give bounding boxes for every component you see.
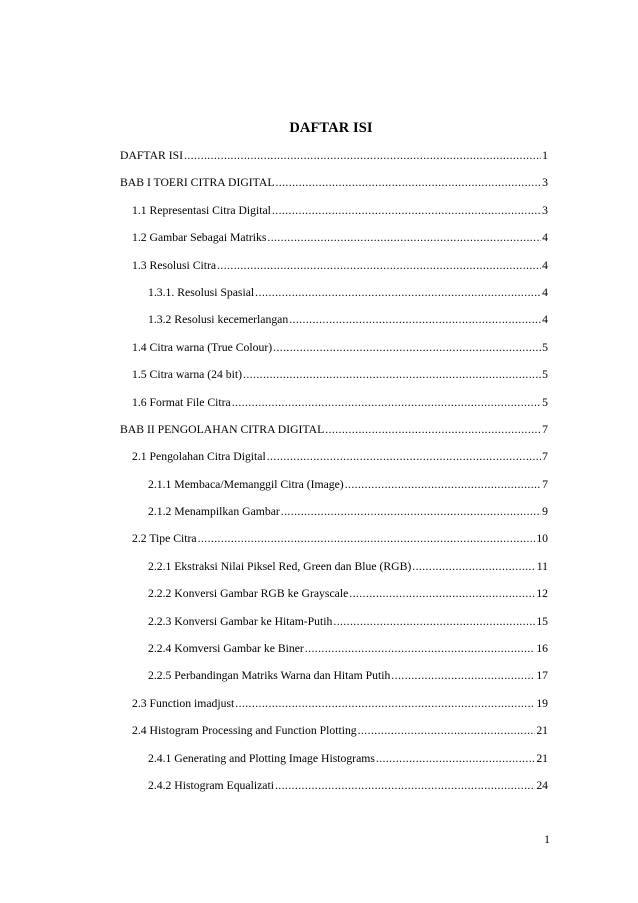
toc-entry-page: 4	[542, 231, 548, 245]
toc-entry[interactable]	[120, 690, 548, 717]
toc-entry-label: 2.2.4 Komversi Gambar ke Biner	[148, 642, 304, 656]
toc-entry-label: 2.2.1 Ekstraksi Nilai Piksel Red, Green dan Blue (RGB)	[148, 559, 412, 573]
toc-dot-leader	[275, 169, 541, 196]
toc-entry[interactable]	[120, 745, 548, 772]
toc-entry[interactable]	[120, 306, 548, 333]
toc-entry-page: 12	[536, 587, 548, 601]
toc-dot-leader	[255, 279, 541, 306]
toc-entry-page: 16	[536, 642, 548, 656]
toc-entry[interactable]	[120, 334, 548, 361]
toc-entry-label: 2.2.3 Konversi Gambar ke Hitam-Putih	[148, 614, 333, 628]
toc-dot-leader	[267, 224, 541, 251]
toc-entry-page: 10	[536, 532, 548, 546]
page-number: 1	[544, 833, 550, 846]
toc-dot-leader	[333, 608, 535, 635]
toc-dot-leader	[412, 553, 535, 580]
toc-entry-label: 1.6 Format File Citra	[132, 395, 231, 409]
toc-entry[interactable]	[120, 361, 548, 388]
toc-entry[interactable]	[120, 443, 548, 470]
toc-dot-leader	[345, 471, 541, 498]
toc-entry-page: 21	[536, 724, 548, 738]
table-of-contents	[120, 142, 548, 799]
toc-dot-leader	[267, 443, 541, 470]
toc-entry-label: BAB II PENGOLAHAN CITRA DIGITAL	[120, 422, 325, 436]
toc-entry-label: 2.1.1 Membaca/Memanggil Citra (Image)	[148, 477, 344, 491]
toc-entry-page: 7	[542, 477, 548, 491]
toc-entry-label: 1.1 Representasi Citra Digital	[132, 203, 271, 217]
toc-dot-leader	[358, 717, 536, 744]
toc-dot-leader	[325, 416, 541, 443]
toc-entry-label: 1.3.1. Resolusi Spasial	[148, 285, 255, 299]
toc-entry-page: 1	[542, 149, 548, 162]
toc-dot-leader	[273, 334, 541, 361]
toc-entry-page: 24	[536, 778, 548, 792]
toc-dot-leader	[198, 525, 536, 552]
toc-entry-page: 3	[542, 203, 548, 217]
toc-entry-label: 1.4 Citra warna (True Colour)	[132, 340, 273, 354]
toc-entry-page: 5	[542, 340, 548, 354]
toc-entry-label: 1.2 Gambar Sebagai Matriks	[132, 231, 267, 245]
toc-dot-leader	[281, 498, 541, 525]
toc-entry-page: 9	[542, 505, 548, 519]
toc-dot-leader	[305, 635, 536, 662]
toc-entry[interactable]	[120, 662, 548, 689]
toc-entry-page: 7	[542, 422, 548, 436]
toc-entry[interactable]	[120, 525, 548, 552]
toc-entry-label: 2.2.2 Konversi Gambar RGB ke Grayscale	[148, 587, 349, 601]
toc-dot-leader	[232, 389, 541, 416]
toc-entry-page: 3	[542, 176, 548, 190]
toc-entry-label: 2.4.2 Histogram Equalizati	[148, 778, 274, 792]
toc-entry-label: DAFTAR ISI	[120, 149, 184, 162]
toc-entry[interactable]	[120, 772, 548, 799]
toc-entry-page: 4	[542, 313, 548, 327]
toc-entry-label: 2.4.1 Generating and Plotting Image Histograms	[148, 751, 375, 765]
toc-entry[interactable]	[120, 717, 548, 744]
toc-dot-leader	[275, 772, 535, 799]
toc-entry[interactable]	[120, 169, 548, 196]
toc-dot-leader	[349, 580, 535, 607]
toc-entry-page: 5	[542, 395, 548, 409]
toc-entry-label: 2.2.5 Perbandingan Matriks Warna dan Hitam Putih	[148, 669, 391, 683]
toc-entry[interactable]	[120, 142, 548, 169]
toc-entry-page: 7	[542, 450, 548, 464]
page-title: DAFTAR ISI	[289, 120, 373, 136]
toc-entry[interactable]	[120, 224, 548, 251]
toc-entry[interactable]	[120, 252, 548, 279]
toc-entry[interactable]	[120, 197, 548, 224]
toc-dot-leader	[217, 252, 541, 279]
toc-entry-label: 2.3 Function imadjust	[132, 696, 235, 710]
toc-entry-page: 21	[536, 751, 548, 765]
toc-entry[interactable]	[120, 580, 548, 607]
toc-dot-leader	[235, 690, 535, 717]
toc-dot-leader	[376, 745, 535, 772]
toc-entry[interactable]	[120, 389, 548, 416]
toc-entry[interactable]	[120, 635, 548, 662]
toc-dot-leader	[243, 361, 541, 388]
toc-entry-label: 2.2 Tipe Citra	[132, 532, 197, 546]
toc-entry[interactable]	[120, 553, 548, 580]
toc-dot-leader	[184, 142, 541, 169]
toc-entry-label: 2.1.2 Menampilkan Gambar	[148, 505, 280, 519]
toc-entry-label: BAB I TOERI CITRA DIGITAL	[120, 176, 275, 190]
toc-entry-page: 5	[542, 368, 548, 382]
toc-entry-label: 2.4 Histogram Processing and Function Plotting	[132, 724, 357, 738]
toc-entry[interactable]	[120, 498, 548, 525]
toc-entry-label: 1.5 Citra warna (24 bit)	[132, 368, 243, 382]
toc-entry[interactable]	[120, 416, 548, 443]
toc-entry-label: 1.3.2 Resolusi kecemerlangan	[148, 313, 289, 327]
toc-entry-page: 4	[542, 258, 548, 272]
toc-entry-page: 15	[536, 614, 548, 628]
toc-entry[interactable]	[120, 279, 548, 306]
toc-dot-leader	[391, 662, 535, 689]
toc-entry-page: 4	[542, 285, 548, 299]
toc-entry-page: 19	[536, 696, 548, 710]
toc-dot-leader	[289, 306, 541, 333]
toc-entry[interactable]	[120, 471, 548, 498]
toc-entry-page: 11	[536, 559, 548, 573]
toc-dot-leader	[272, 197, 541, 224]
toc-entry-label: 2.1 Pengolahan Citra Digital	[132, 450, 266, 464]
toc-entry-label: 1.3 Resolusi Citra	[132, 258, 217, 272]
toc-entry[interactable]	[120, 608, 548, 635]
toc-entry-page: 17	[536, 669, 548, 683]
